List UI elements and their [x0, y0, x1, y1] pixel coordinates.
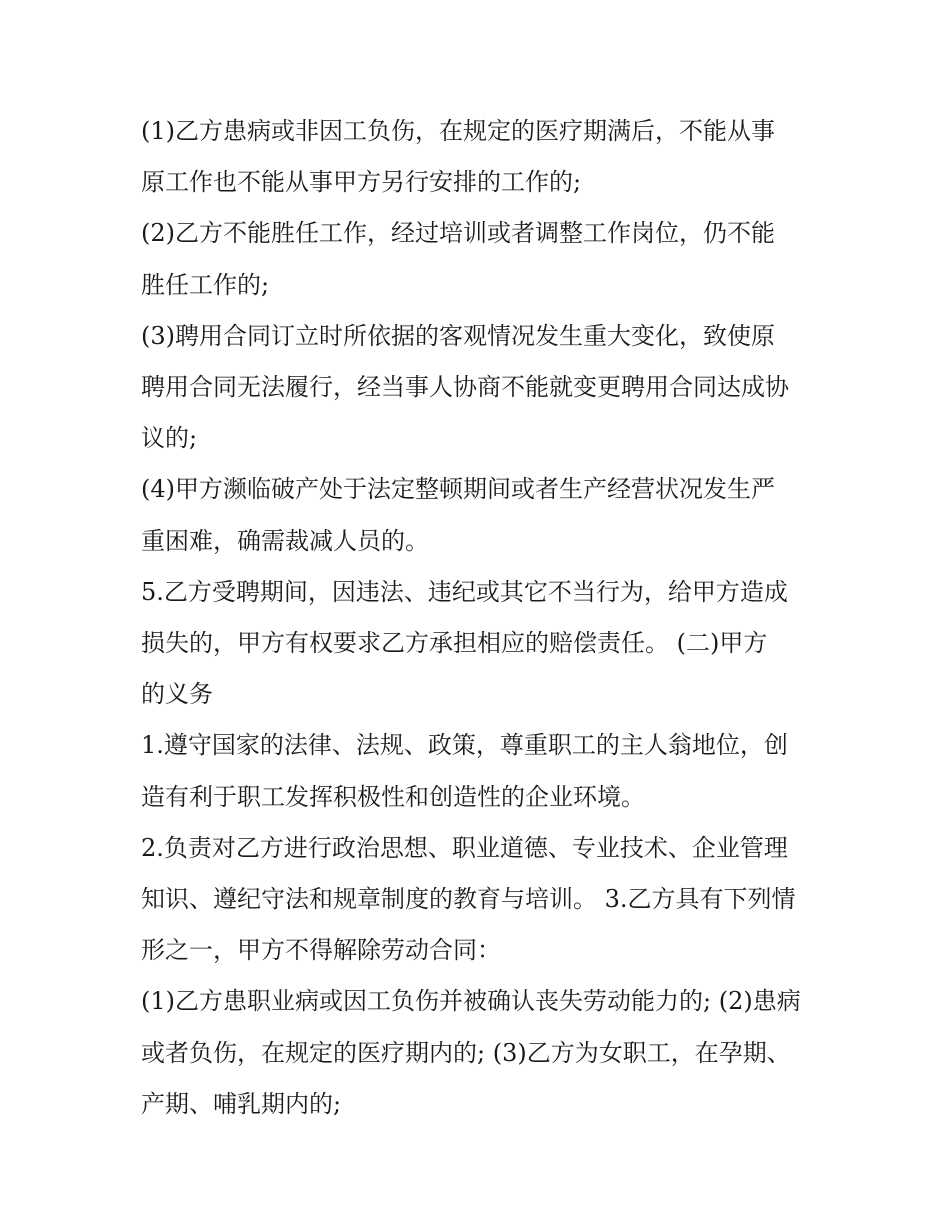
text-line: 议的; — [141, 424, 198, 453]
paragraph-clause-3 — [141, 311, 821, 465]
text-line: 知识、遵纪守法和规章制度的教育与培训。 3.乙方具有下列情 — [141, 885, 796, 914]
text-line: 产期、哺乳期内的; — [141, 1089, 342, 1118]
text-line: 重困难，确需裁减人员的。 — [141, 526, 429, 555]
text-line: 的义务 — [141, 680, 213, 709]
text-line: 1.遵守国家的法律、法规、政策，尊重职工的主人翁地位，创 — [141, 731, 788, 760]
paragraph-item-5 — [141, 567, 821, 721]
text-line: (1)乙方患病或非因工负伤，在规定的医疗期满后，不能从事 — [141, 117, 775, 145]
paragraph-clause-2 — [141, 208, 821, 310]
paragraph-clause-4 — [141, 464, 821, 566]
text-line: 5.乙方受聘期间，因违法、违纪或其它不当行为，给甲方造成 — [141, 577, 788, 606]
text-line: (3)聘用合同订立时所依据的客观情况发生重大变化，致使原 — [141, 321, 775, 350]
text-line: (2)乙方不能胜任工作，经过培训或者调整工作岗位，仍不能 — [141, 219, 775, 248]
text-line: 原工作也不能从事甲方另行安排的工作的; — [141, 168, 582, 197]
text-line: 形之一，甲方不得解除劳动合同： — [141, 936, 501, 965]
document-body — [141, 106, 821, 1130]
text-line: 或者负伤，在规定的医疗期内的; (3)乙方为女职工，在孕期、 — [141, 1038, 791, 1067]
text-line: 胜任工作的; — [141, 270, 270, 299]
paragraph-obligation-2 — [141, 823, 821, 977]
text-line: (1)乙方患职业病或因工负伤并被确认丧失劳动能力的; (2)患病 — [141, 987, 801, 1016]
text-line: 损失的，甲方有权要求乙方承担相应的赔偿责任。 (二)甲方 — [141, 629, 768, 658]
paragraph-clause-1 — [141, 106, 821, 208]
paragraph-obligation-1 — [141, 720, 821, 822]
text-line: 2.负责对乙方进行政治思想、职业道德、专业技术、企业管理 — [141, 833, 788, 862]
text-line: 造有利于职工发挥积极性和创造性的企业环境。 — [141, 782, 645, 811]
text-line: 聘用合同无法履行，经当事人协商不能就变更聘用合同达成协 — [141, 373, 789, 402]
paragraph-protected-cases — [141, 976, 821, 1130]
text-line: (4)甲方濒临破产处于法定整顿期间或者生产经营状况发生严 — [141, 475, 775, 504]
